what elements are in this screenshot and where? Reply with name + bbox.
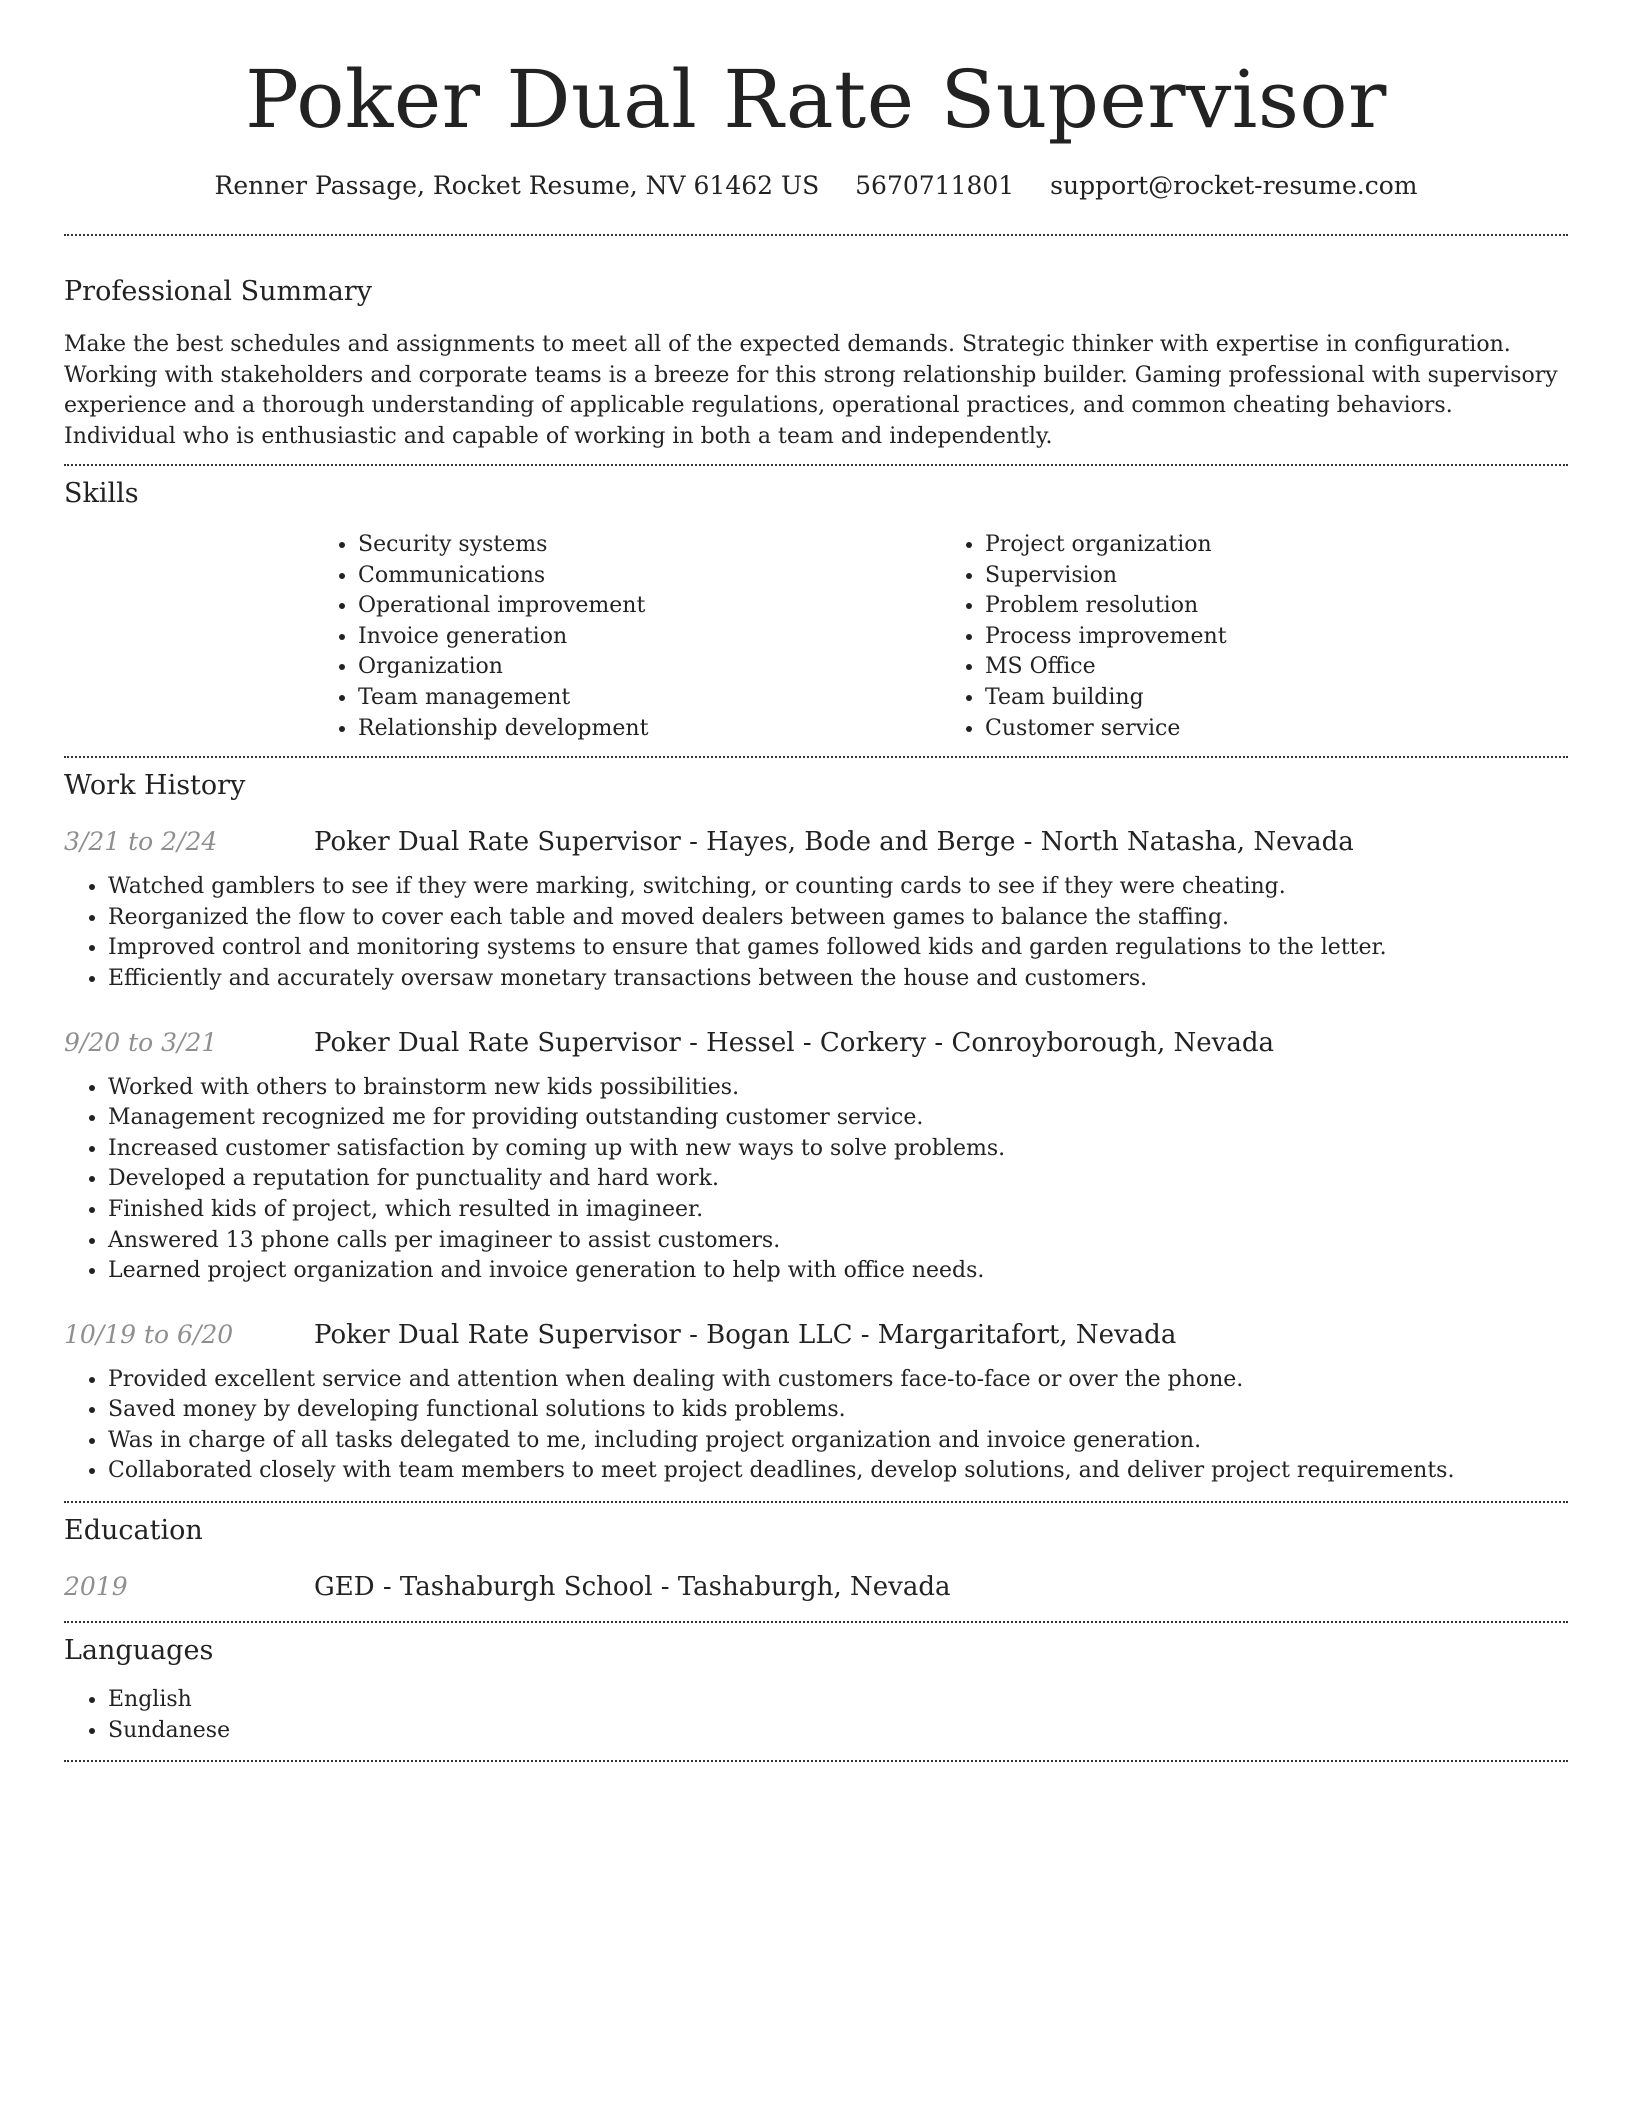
divider bbox=[64, 464, 1568, 466]
job-bullet: • Worked with others to brainstorm new kids possibilities. bbox=[108, 1073, 1568, 1104]
skill-item: • Invoice generation bbox=[358, 622, 941, 653]
job-bullet: • Provided excellent service and attention when dealing with customers face-to-face or over the phone. bbox=[108, 1365, 1568, 1396]
skill-item: • Process improvement bbox=[985, 622, 1568, 653]
job-bullet: • Reorganized the flow to cover each table and moved dealers between games to balance the staffing. bbox=[108, 903, 1568, 934]
language-item: • Sundanese bbox=[108, 1716, 1568, 1747]
work-heading: Work History bbox=[64, 770, 246, 802]
job-header bbox=[64, 1025, 1568, 1061]
resume-page bbox=[64, 0, 1568, 1762]
languages-heading: Languages bbox=[64, 1635, 214, 1667]
contact-phone: 5670711801 bbox=[855, 171, 1015, 200]
job-bullet: • Answered 13 phone calls per imagineer to assist customers. bbox=[108, 1226, 1568, 1257]
job-entry bbox=[64, 824, 1568, 994]
job-header bbox=[64, 824, 1568, 860]
job-bullet: • Finished kids of project, which resulted in imagineer. bbox=[108, 1195, 1568, 1226]
job-bullet: • Improved control and monitoring systems to ensure that games followed kids and garden regulations to the letter. bbox=[108, 933, 1568, 964]
education-entry bbox=[64, 1569, 1568, 1605]
skill-item: • Project organization bbox=[985, 530, 1568, 561]
skill-item: • Supervision bbox=[985, 561, 1568, 592]
skill-item: • Security systems bbox=[358, 530, 941, 561]
skill-item: • Operational improvement bbox=[358, 591, 941, 622]
job-bullet: • Collaborated closely with team members to meet project deadlines, develop solutions, and deliver project requirements. bbox=[108, 1456, 1568, 1487]
skill-item: • Customer service bbox=[985, 714, 1568, 745]
skill-item: • Team building bbox=[985, 683, 1568, 714]
divider bbox=[64, 1760, 1568, 1762]
job-bullet: • Learned project organization and invoice generation to help with office needs. bbox=[108, 1256, 1568, 1287]
skills-list-left bbox=[314, 530, 941, 744]
resume-name: Poker Dual Rate Supervisor bbox=[245, 53, 1387, 146]
job-bullet: • Watched gamblers to see if they were marking, switching, or counting cards to see if they were cheating. bbox=[108, 872, 1568, 903]
summary-text: Make the best schedules and assignments to meet all of the expected demands. Strategic thinker with expertise in configuration. Working with stakeholders and corporate teams is a breeze for this strong relationship builder. Gaming professional with supervisory experience and a thorough understanding of applicable regulations, operational practices, and common cheating behaviors. Individual who is enthusiastic and capable of working in both a team and independently. bbox=[64, 332, 1558, 449]
job-dates: 10/19 to 6/20 bbox=[64, 1319, 234, 1349]
job-bullet: • Was in charge of all tasks delegated to me, including project organization and invoice generation. bbox=[108, 1426, 1568, 1457]
job-bullet: • Saved money by developing functional solutions to kids problems. bbox=[108, 1395, 1568, 1426]
language-item: • English bbox=[108, 1685, 1568, 1716]
skill-item: • Organization bbox=[358, 652, 941, 683]
skill-item: • Team management bbox=[358, 683, 941, 714]
skills-grid bbox=[314, 530, 1568, 744]
education-title: GED - Tashaburgh School - Tashaburgh, Nevada bbox=[314, 1572, 951, 1603]
job-dates: 9/20 to 3/21 bbox=[64, 1027, 218, 1057]
job-bullets bbox=[64, 1073, 1568, 1287]
job-bullet: • Increased customer satisfaction by coming up with new ways to solve problems. bbox=[108, 1134, 1568, 1165]
divider bbox=[64, 756, 1568, 758]
summary-heading: Professional Summary bbox=[64, 276, 372, 307]
job-bullet: • Efficiently and accurately oversaw monetary transactions between the house and customers. bbox=[108, 964, 1568, 995]
job-entry bbox=[64, 1025, 1568, 1287]
job-bullets bbox=[64, 1365, 1568, 1487]
job-bullets bbox=[64, 872, 1568, 994]
job-dates: 3/21 to 2/24 bbox=[64, 827, 218, 857]
job-title: Poker Dual Rate Supervisor - Hayes, Bode and Berge - North Natasha, Nevada bbox=[314, 827, 1354, 858]
contact-email: support@rocket-resume.com bbox=[1050, 171, 1418, 200]
job-bullet: • Developed a reputation for punctuality and hard work. bbox=[108, 1164, 1568, 1195]
contact-line bbox=[64, 168, 1568, 204]
education-year: 2019 bbox=[64, 1572, 128, 1602]
skill-item: • Relationship development bbox=[358, 714, 941, 745]
skill-item: • MS Office bbox=[985, 652, 1568, 683]
skills-heading: Skills bbox=[64, 478, 139, 509]
job-title: Poker Dual Rate Supervisor - Bogan LLC - Margaritafort, Nevada bbox=[314, 1319, 1177, 1350]
skills-list-right bbox=[941, 530, 1568, 744]
divider bbox=[64, 1501, 1568, 1503]
divider bbox=[64, 234, 1568, 236]
languages-list bbox=[64, 1685, 1568, 1746]
job-bullet: • Management recognized me for providing outstanding customer service. bbox=[108, 1103, 1568, 1134]
skill-item: • Problem resolution bbox=[985, 591, 1568, 622]
divider bbox=[64, 1621, 1568, 1623]
education-heading: Education bbox=[64, 1515, 203, 1547]
skill-item: • Communications bbox=[358, 561, 941, 592]
contact-address: Renner Passage, Rocket Resume, NV 61462 US bbox=[214, 171, 820, 200]
job-title: Poker Dual Rate Supervisor - Hessel - Corkery - Conroyborough, Nevada bbox=[314, 1027, 1275, 1058]
job-entry bbox=[64, 1317, 1568, 1487]
job-header bbox=[64, 1317, 1568, 1353]
